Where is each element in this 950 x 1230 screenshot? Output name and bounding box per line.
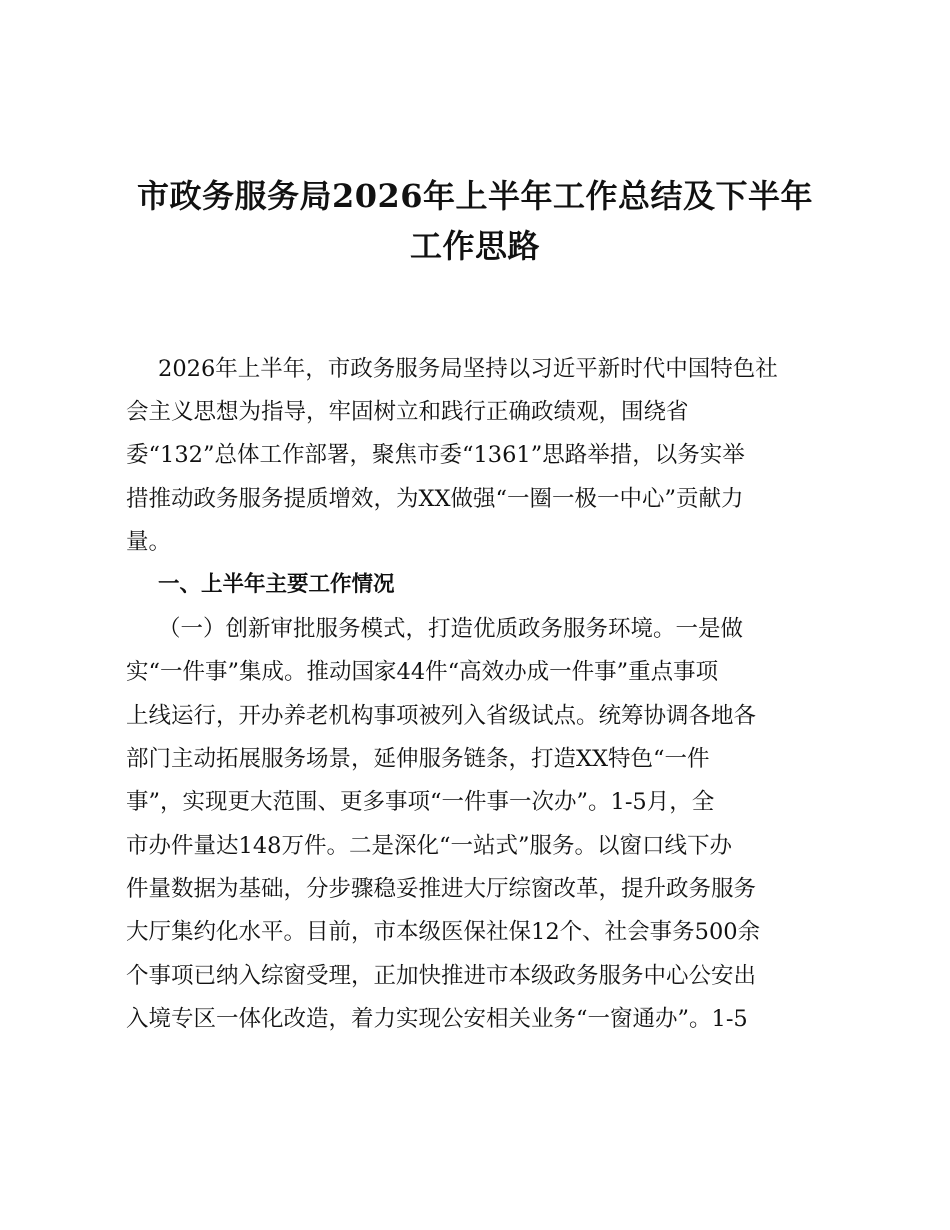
paragraph-body-line: 市办件量达148万件。二是深化“一站式”服务。以窗口线下办 — [126, 833, 732, 859]
section-heading: 一、上半年主要工作情况 — [158, 572, 395, 597]
paragraph-body-line: 部门主动拓展服务场景，延伸服务链条，打造XX特色“一件 — [126, 746, 710, 772]
paragraph-body-line: 实“一件事”集成。推动国家44件“高效办成一件事”重点事项 — [126, 659, 719, 685]
paragraph-body-line: 件量数据为基础，分步骤稳妥推进大厅综窗改革，提升政务服务 — [126, 876, 757, 902]
paragraph-body-line: 入境专区一体化改造，着力实现公安相关业务“一窗通办”。1-5 — [126, 1006, 748, 1032]
paragraph-intro-line: 2026年上半年，市政务服务局坚持以习近平新时代中国特色社 — [158, 356, 778, 382]
paragraph-body-line: 事”，实现更大范围、更多事项“一件事一次办”。1-5月，全 — [126, 789, 715, 815]
paragraph-intro-line: 措推动政务服务提质增效，为XX做强“一圈一极一中心”贡献力 — [126, 486, 744, 512]
document-title-line-1: 市政务服务局2026年上半年工作总结及下半年 — [136, 177, 814, 215]
paragraph-intro-line: 会主义思想为指导，牢固树立和践行正确政绩观，围绕省 — [126, 399, 689, 425]
paragraph-body-line: 上线运行，开办养老机构事项被列入省级试点。统筹协调各地各 — [126, 703, 757, 729]
paragraph-intro-line: 委“132”总体工作部署，聚焦市委“1361”思路举措，以务实举 — [126, 442, 745, 468]
paragraph-body-line: 大厅集约化水平。目前，市本级医保社保12个、社会事务500余 — [126, 919, 761, 945]
document-title-line-2: 工作思路 — [409, 227, 540, 265]
paragraph-intro-line: 量。 — [126, 529, 172, 555]
paragraph-body-line: 个事项已纳入综窗受理，正加快推进市本级政务服务中心公安出 — [126, 963, 757, 989]
paragraph-body-line: （一）创新审批服务模式，打造优质政务服务环境。一是做 — [158, 616, 744, 642]
